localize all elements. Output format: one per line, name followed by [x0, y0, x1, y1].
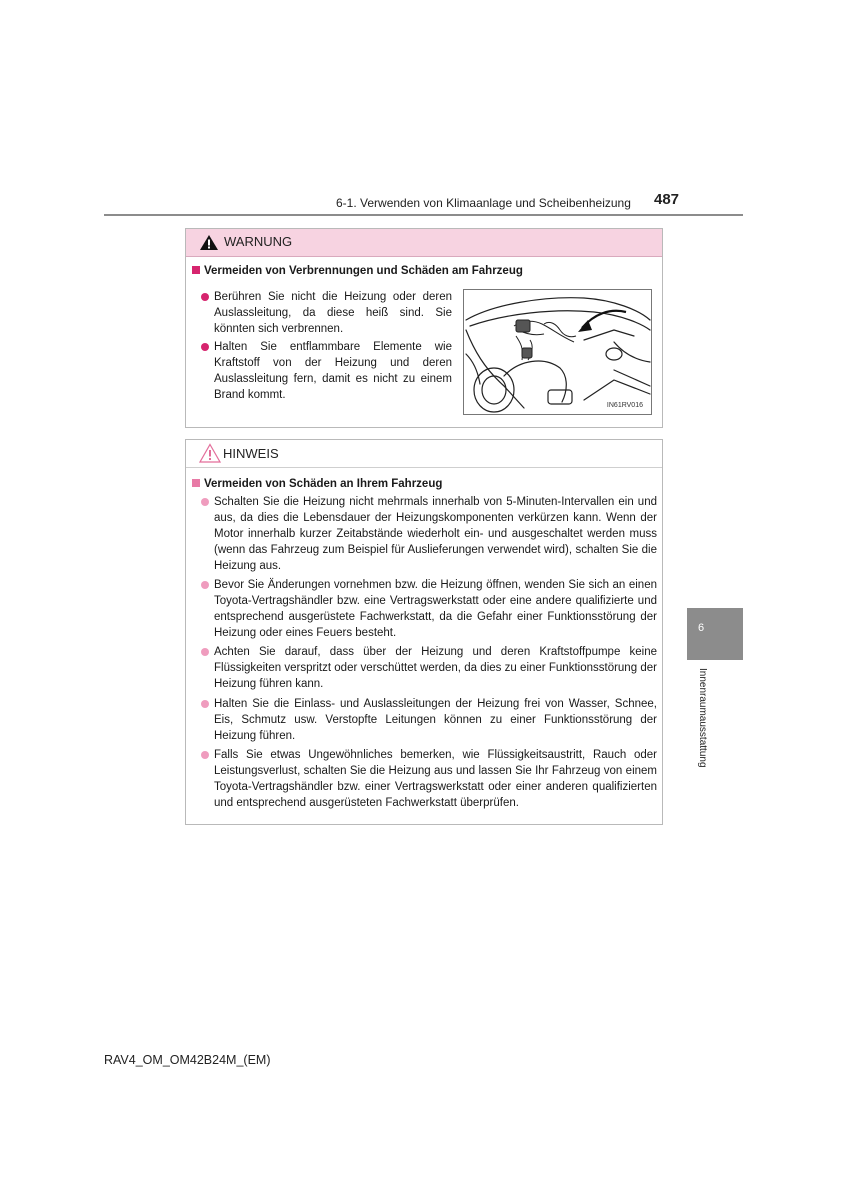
notice-bullet [214, 747, 657, 811]
warning-title: WARNUNG [224, 234, 293, 249]
notice-bullet-text: Halten Sie die Einlass- und Auslassleitungen der Heizung frei von Wasser, Schnee, Eis, Schmutz usw. Verstopfte Leitungen können zu einer Funktionsstörung der Heizung führen. [214, 698, 657, 742]
notice-title: HINWEIS [223, 446, 279, 461]
notice-bullet-text: Falls Sie etwas Ungewöhnliches bemerken, wie Flüssigkeitsaustritt, Rauch oder Leistungsverlust, schalten Sie die Heizung aus und lassen Sie Ihr Fahrzeug von einem Toyota-Vertragshändler bzw. einer Vertragswerkstatt oder einer anderen qualifizierten und entsprechend ausgerüsteten Fachwerkstatt überprüfen. [214, 749, 657, 809]
warning-heading [192, 265, 523, 277]
notice-heading [192, 478, 442, 490]
header-rule [104, 214, 743, 216]
warning-bullet-text: Halten Sie entflammbare Elemente wie Kraftstoff von der Heizung und deren Auslassleitung fern, damit es nicht zu einem Brand kommt. [214, 341, 452, 401]
notice-bullet [214, 644, 657, 692]
bullet-dot-icon [201, 343, 209, 351]
illustration-code: IN61RV016 [606, 402, 643, 409]
bullet-dot-icon [201, 648, 209, 656]
warning-bullet [214, 339, 452, 403]
chapter-label: Innenraumausstattung [697, 668, 708, 768]
notice-bullet-text: Schalten Sie die Heizung nicht mehrmals innerhalb von 5-Minuten-Intervallen ein und aus, da dies die Lebensdauer der Heizungskomponenten verkürzen kann. Wenn der Motor innerhalb kurzer Zeitabstände wiederholt ein- und ausgeschaltet werden muss (wenn das Fahrzeug zum Beispiel für Auslieferungen verwendet wird), schalten Sie die Heizung aus. [214, 496, 657, 572]
notice-bullet-text: Achten Sie darauf, dass über der Heizung und deren Kraftstoffpumpe keine Flüssigkeiten verspritzt oder verschüttet werden, da dies zu einer Funktionsstörung der Heizung führen kann. [214, 646, 657, 690]
page-number: 487 [654, 191, 680, 208]
chapter-number: 6 [698, 622, 705, 634]
warning-heading-text: Vermeiden von Verbrennungen und Schäden am Fahrzeug [204, 265, 523, 277]
notice-bullet [214, 696, 657, 744]
bullet-dot-icon [201, 498, 209, 506]
warning-bullet [214, 289, 452, 337]
footer-doc-code: RAV4_OM_OM42B24M_(EM) [104, 1053, 271, 1067]
notice-bullet-text: Bevor Sie Änderungen vornehmen bzw. die Heizung öffnen, wenden Sie sich an einen Toyota-Vertragshändler bzw. eine Vertragswerkstatt oder eine andere qualifizierte und entsprechend ausgerüstete Fachwerkstatt, da die Gefahr einer Funktionsstörung der Heizung oder eines Feuers besteht. [214, 579, 657, 639]
notice-bullet [214, 577, 657, 641]
bullet-dot-icon [201, 293, 209, 301]
warning-triangle-icon [199, 234, 219, 251]
square-bullet-icon [192, 479, 200, 487]
warning-bullet-text: Berühren Sie nicht die Heizung oder deren Auslassleitung, da diese heiß sind. Sie könnten sich verbrennen. [214, 291, 452, 335]
bullet-dot-icon [201, 581, 209, 589]
bullet-dot-icon [201, 751, 209, 759]
car-engine-bay-drawing [464, 290, 651, 414]
caution-triangle-icon [199, 443, 221, 463]
chapter-tab [687, 608, 743, 660]
notice-bullet [214, 494, 657, 574]
header-section-title: 6-1. Verwenden von Klimaanlage und Scheibenheizung [336, 196, 631, 210]
notice-header [186, 440, 662, 468]
heater-illustration [463, 289, 652, 415]
notice-heading-text: Vermeiden von Schäden an Ihrem Fahrzeug [204, 478, 443, 490]
bullet-dot-icon [201, 700, 209, 708]
warning-header [186, 229, 662, 257]
square-bullet-icon [192, 266, 200, 274]
